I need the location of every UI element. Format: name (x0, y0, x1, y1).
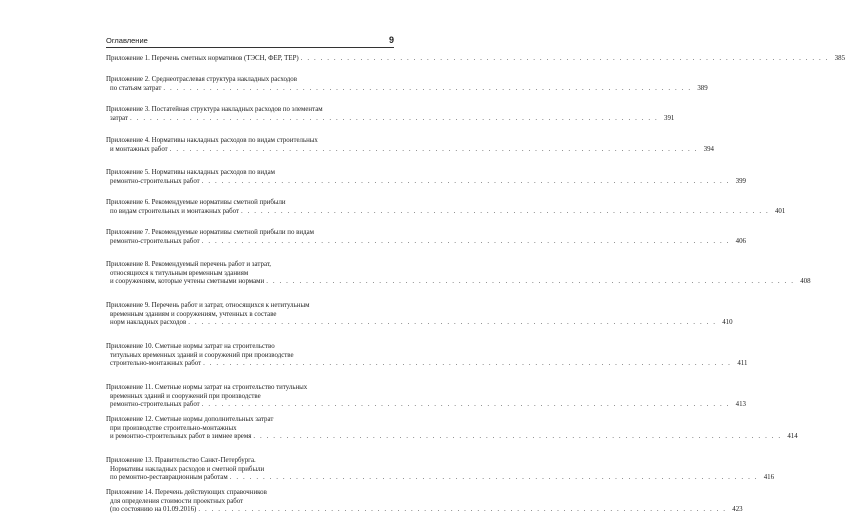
toc-entry-appendix-7[interactable] (106, 229, 746, 246)
toc-entry-text: Приложение 3. Постатейная структура накладных расходов по элементам (106, 106, 323, 113)
toc-entry-page: 401 (774, 207, 786, 215)
leader-dots (230, 474, 758, 483)
leader-dots (202, 178, 730, 187)
toc-entry-text: временным зданиям и сооружениям, учтенных в составе (110, 310, 277, 318)
toc-entry-appendix-9[interactable] (106, 302, 733, 328)
leader-dots (202, 238, 730, 247)
leader-dots (266, 278, 794, 287)
toc-entry-text: Приложение 4. Нормативы накладных расходов по видам строительных (106, 137, 318, 144)
toc-entry-text: Нормативы накладных расходов и сметной прибыли (110, 465, 265, 473)
toc-entry-text: затрат (110, 114, 129, 122)
toc-entry-text: Приложение 2. Среднеотраслевая структура накладных расходов (106, 76, 297, 83)
toc-entry-text: (по состоянию на 01.09.2016) (110, 506, 197, 514)
toc-entry-text: ремонтно-строительных работ (110, 177, 200, 185)
toc-entry-appendix-6[interactable] (106, 199, 785, 216)
toc-entry-page: 411 (737, 360, 748, 368)
leader-dots (241, 208, 769, 217)
toc-entry-text: Приложение 6. Рекомендуемые нормативы сметной прибыли (106, 199, 286, 206)
toc-entry-text: Приложение 11. Сметные нормы затрат на строительство титульных (106, 384, 308, 391)
toc-entry-appendix-12[interactable] (106, 416, 798, 442)
toc-entry-page: 391 (664, 114, 675, 122)
header-divider (106, 47, 394, 48)
leader-dots (301, 55, 829, 64)
toc-entry-text: по статьям затрат (110, 84, 162, 92)
toc-entry-page: 394 (703, 145, 714, 153)
toc-entry-text: Приложение 7. Рекомендуемые нормативы сметной прибыли по видам (106, 229, 315, 236)
toc-entry-appendix-11[interactable] (106, 384, 746, 410)
toc-entry-text: Приложение 12. Сметные нормы дополнительных затрат (106, 416, 274, 423)
toc-entry-appendix-3[interactable] (106, 106, 674, 123)
toc-entry-text: Приложение 8. Рекомендуемый перечень работ и затрат, (106, 261, 272, 268)
toc-entry-page: 416 (763, 474, 775, 482)
toc-entry-page: 410 (722, 319, 733, 327)
leader-dots (163, 85, 691, 94)
toc-entry-text: по видам строительных и монтажных работ (110, 207, 239, 215)
toc-entry-text: Приложение 5. Нормативы накладных расходов по видам (106, 169, 275, 176)
toc-entry-appendix-13[interactable] (106, 457, 774, 483)
toc-entry-page: 408 (800, 278, 811, 286)
toc-entry-text: ремонтно-строительных работ (110, 401, 200, 409)
toc-entry-text: временных зданий и сооружений при производстве (110, 392, 261, 400)
toc-entry-text: для определения стоимости проектных работ (110, 497, 244, 505)
toc-entry-text: Приложение 14. Перечень действующих справочников (106, 489, 267, 496)
page-number: 9 (388, 35, 394, 45)
toc-entry-text: и сооружениям, которые учтены сметными нормами (110, 278, 265, 286)
running-title: Оглавление (106, 36, 148, 45)
toc-entry-text: норм накладных расходов (110, 319, 187, 327)
toc-entry-text: по ремонтно-реставрационным работам (110, 474, 228, 482)
toc-entry-page: 385 (834, 55, 845, 62)
toc-entry-text: Приложение 9. Перечень работ и затрат, относящихся к нетитульным (106, 302, 310, 309)
toc-entry-page: 406 (735, 237, 746, 245)
toc-entry-text: относящихся к титульным временным зданиям (110, 269, 249, 277)
toc-entry-appendix-14[interactable] (106, 489, 743, 515)
toc-entry-page: 414 (787, 433, 798, 441)
toc-entry-text: и монтажных работ (110, 145, 168, 153)
toc-entry-text: Приложение 1. Перечень сметных нормативов (ТЭСН, ФЕР, ТЕР) (106, 55, 299, 62)
toc-entry-appendix-8[interactable] (106, 261, 811, 287)
toc-entry-text: и ремонтно-строительных работ в зимнее время (110, 433, 252, 441)
toc-entry-text: при производстве строительно-монтажных (110, 424, 237, 432)
toc-entry-text: титульных временных зданий и сооружений при производстве (110, 351, 294, 359)
leader-dots (130, 115, 658, 124)
toc-entry-appendix-4[interactable] (106, 137, 714, 154)
toc-entry-appendix-2[interactable] (106, 76, 708, 93)
leader-dots (203, 360, 731, 369)
toc-entry-appendix-10[interactable] (106, 343, 747, 369)
toc-entry-appendix-1[interactable] (106, 55, 845, 64)
toc-entry-text: Приложение 13. Правительство Санкт-Петербурга. (106, 457, 256, 464)
toc-entry-page: 423 (732, 506, 743, 514)
leader-dots (198, 506, 726, 515)
toc-entry-text: Приложение 10. Сметные нормы затрат на строительство (106, 343, 275, 350)
toc-entry-text: строительно-монтажных работ (110, 360, 202, 368)
leader-dots (188, 319, 716, 328)
leader-dots (202, 401, 730, 410)
leader-dots (170, 146, 698, 155)
toc-entry-page: 399 (735, 177, 746, 185)
leader-dots (253, 433, 781, 442)
toc-entry-appendix-5[interactable] (106, 169, 746, 186)
toc-entry-text: ремонтно-строительных работ (110, 237, 200, 245)
toc-entry-page: 413 (735, 401, 746, 409)
toc-entry-page: 389 (697, 84, 708, 92)
